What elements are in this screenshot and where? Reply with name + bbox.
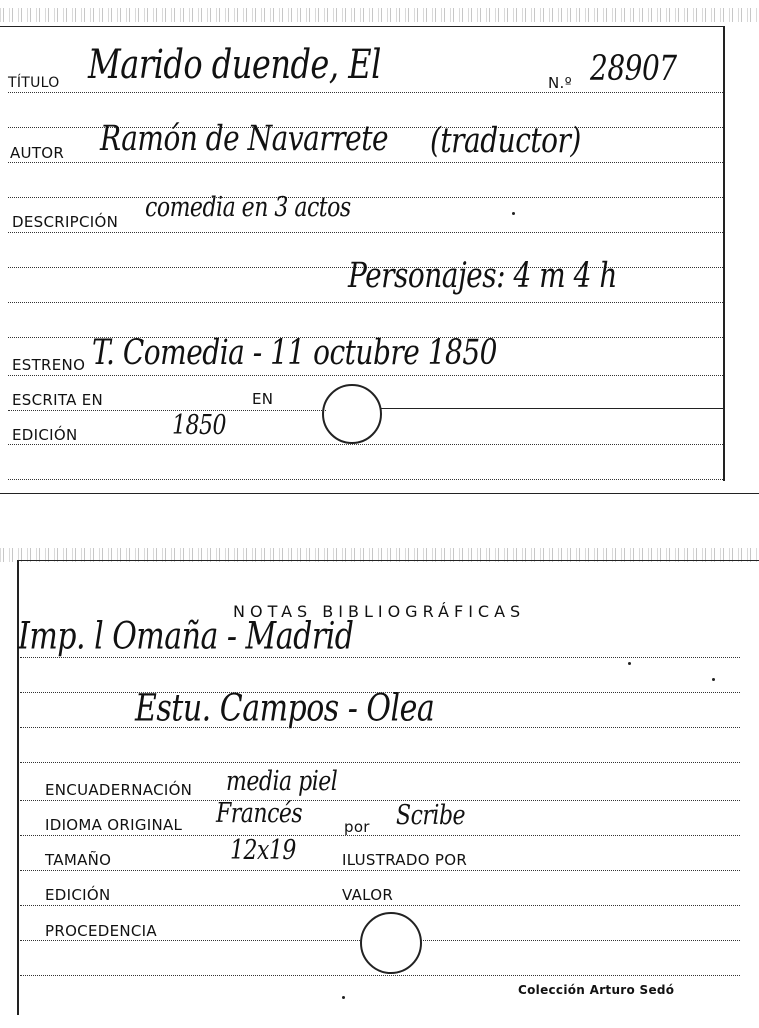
imprenta-value: Imp. l Omaña - Madrid	[18, 614, 354, 659]
edicion-notes-label: EDICIÓN	[45, 886, 111, 904]
personajes-value: Personajes: 4 m 4 h	[348, 254, 617, 296]
numero-value: 28907	[590, 47, 677, 89]
autor-role-value: (traductor)	[430, 119, 581, 161]
rule-line	[20, 905, 740, 906]
idioma-original-label: IDIOMA ORIGINAL	[45, 816, 183, 834]
rule-line	[8, 479, 723, 480]
titulo-label: TÍTULO	[8, 75, 60, 91]
ink-mark	[712, 678, 715, 681]
en-label: EN	[252, 390, 274, 408]
escrita-en-line	[8, 410, 326, 411]
encuadernacion-label: ENCUADERNACIÓN	[45, 781, 193, 799]
descripcion-line	[8, 232, 723, 233]
autor-line	[8, 162, 723, 163]
rule-line	[420, 940, 740, 941]
card-top-border	[17, 560, 759, 561]
titulo-line	[8, 92, 723, 93]
idioma-original-value: Francés	[216, 798, 303, 830]
ilustrado-por-label: ILUSTRADO POR	[342, 851, 468, 869]
card-bottom-border	[0, 493, 759, 494]
por-value: Scribe	[396, 800, 466, 832]
rule-line	[8, 302, 723, 303]
rule-line	[20, 800, 740, 801]
card-top-border	[0, 26, 724, 27]
rule-line	[20, 835, 740, 836]
collection-credit: Colección Arturo Sedó	[518, 983, 675, 997]
ink-mark	[512, 212, 515, 215]
escrita-en-rule	[380, 408, 723, 409]
estreno-value: T. Comedia - 11 octubre 1850	[92, 331, 497, 373]
rule-line	[8, 197, 723, 198]
scan-edge-speckle	[0, 8, 759, 22]
ink-mark	[628, 662, 631, 665]
rule-line	[20, 762, 740, 763]
edicion-line	[8, 444, 723, 445]
edicion-value: 1850	[172, 410, 226, 442]
valor-label: VALOR	[342, 886, 394, 904]
punch-hole-bottom	[360, 912, 422, 974]
card-right-border	[723, 26, 725, 481]
rule-line	[20, 657, 740, 658]
autor-value: Ramón de Navarrete	[100, 117, 389, 159]
numero-label: N.º	[548, 74, 572, 92]
rule-line	[20, 727, 740, 728]
rule-line	[20, 870, 740, 871]
estreno-label: ESTRENO	[12, 356, 86, 374]
descripcion-label: DESCRIPCIÓN	[12, 213, 119, 231]
estudio-value: Estu. Campos - Olea	[135, 686, 435, 731]
rule-line	[20, 975, 740, 976]
ink-mark	[342, 996, 345, 999]
descripcion-value: comedia en 3 actos	[145, 192, 351, 224]
titulo-value: Marido duende, El	[88, 40, 381, 88]
notas-bibliograficas-title: NOTAS BIBLIOGRÁFICAS	[233, 602, 526, 621]
procedencia-label: PROCEDENCIA	[45, 922, 157, 940]
por-label: por	[344, 818, 370, 836]
escrita-en-label: ESCRITA EN	[12, 391, 104, 409]
punch-hole-top	[322, 384, 382, 444]
rule-line	[20, 940, 360, 941]
tamano-label: TAMAÑO	[45, 851, 112, 869]
catalog-card-main	[0, 0, 759, 495]
autor-label: AUTOR	[10, 144, 65, 162]
edicion-label: EDICIÓN	[12, 426, 78, 444]
encuadernacion-value: media piel	[226, 766, 338, 798]
tamano-value: 12x19	[230, 835, 296, 867]
estreno-line	[8, 375, 723, 376]
